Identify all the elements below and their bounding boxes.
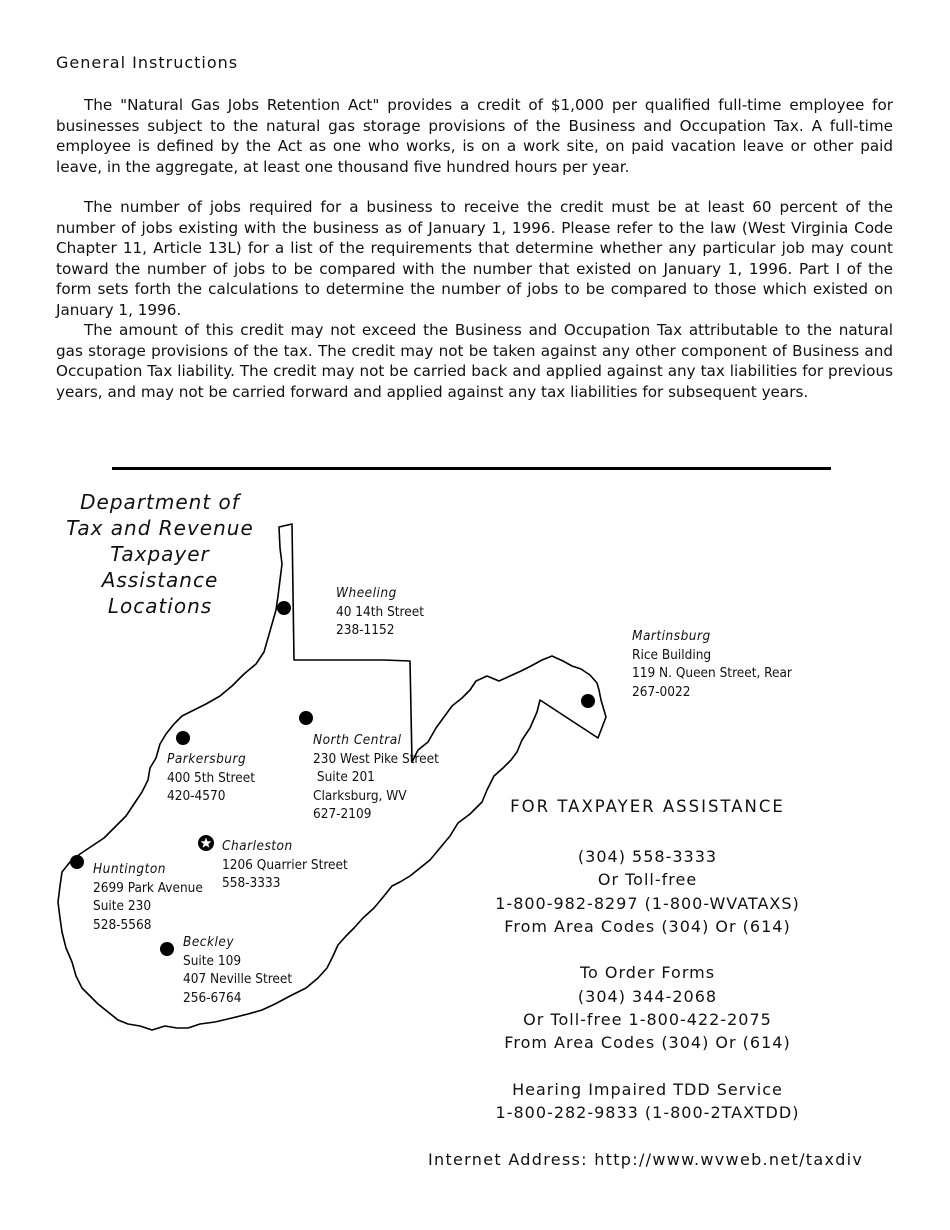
- order-forms-area-codes: From Area Codes (304) Or (614): [504, 1033, 791, 1053]
- location-north-central: North Central 230 West Pike Street Suite 201 Clarksburg, WV 627-2109: [313, 732, 439, 822]
- location-huntington: Huntington 2699 Park Avenue Suite 230 528-5568: [93, 861, 203, 933]
- location-beckley: Beckley Suite 109 407 Neville Street 256-6764: [183, 934, 293, 1006]
- phone-main: (304) 558-3333: [577, 847, 718, 866]
- marker-martinsburg: [581, 694, 595, 708]
- tdd-label: Hearing Impaired TDD Service: [512, 1079, 783, 1099]
- location-parkersburg: Parkersburg 400 5th Street 420-4570: [167, 751, 255, 804]
- paragraph-credit-description: The "Natural Gas Jobs Retention Act" provides a credit of $1,000 per qualified full-time employee for businesses subject to the natural gas storage provisions of the Business and Occupation Tax. A full-time employee is defined by the Act as one who works, is on a work site, on paid vacation leave or other paid leave, in the aggregate, at least one thousand five hundred hours per year.: [56, 96, 893, 176]
- order-forms-phone: (304) 344-2068: [577, 986, 718, 1006]
- marker-wheeling: [277, 601, 291, 615]
- marker-parkersburg: [176, 731, 190, 745]
- section-heading: General Instructions: [56, 53, 239, 72]
- location-charleston: Charleston 1206 Quarrier Street 558-3333: [222, 838, 348, 891]
- marker-beckley: [160, 942, 174, 956]
- paragraph-credit-limits: The amount of this credit may not exceed the Business and Occupation Tax attributable to the natural gas storage provisions of the tax. The credit may not be taken against any other component of Business and Occupation Tax liability. The credit may not be carried back and applied against any tax liabilities for previous years, and may not be carried forward and applied against any tax liabilities for subsequent years.: [56, 321, 893, 401]
- tdd-number: 1-800-282-9833 (1-800-2TAXTDD): [495, 1103, 800, 1123]
- toll-free-label: Or Toll-free: [597, 870, 698, 890]
- location-martinsburg: Martinsburg Rice Building 119 N. Queen Street, Rear 267-0022: [632, 628, 792, 700]
- department-title: Department of Tax and Revenue Taxpayer Assistance Locations: [66, 490, 254, 618]
- order-forms-label: To Order Forms: [579, 963, 716, 983]
- paragraph-jobs-requirement: The number of jobs required for a business to receive the credit must be at least 60 percent of the number of jobs existing with the business as of January 1, 1996. Please refer to the law (West Virginia Code Chapter 11, Article 13L) for a list of the requirements that determine whether any particular job may count toward the number of jobs to be compared with the number that existed on January 1, 1996. Part I of the form sets forth the calculations to determine the number of jobs to be compared to those which existed on January 1, 1996.: [56, 198, 893, 319]
- internet-address: Internet Address: http://www.wvweb.net/taxdiv: [428, 1150, 864, 1169]
- toll-free-number: 1-800-982-8297 (1-800-WVATAXS): [495, 893, 800, 913]
- location-wheeling: Wheeling 40 14th Street 238-1152: [336, 585, 424, 638]
- area-codes-note: From Area Codes (304) Or (614): [504, 916, 791, 936]
- spacer: [460, 938, 835, 961]
- spacer: [460, 1055, 835, 1078]
- marker-north-central: [299, 711, 313, 725]
- order-forms-toll-free: Or Toll-free 1-800-422-2075: [523, 1010, 772, 1030]
- assistance-title: FOR TAXPAYER ASSISTANCE: [510, 797, 785, 816]
- marker-huntington: [70, 855, 84, 869]
- assistance-contact-block: [460, 845, 835, 1125]
